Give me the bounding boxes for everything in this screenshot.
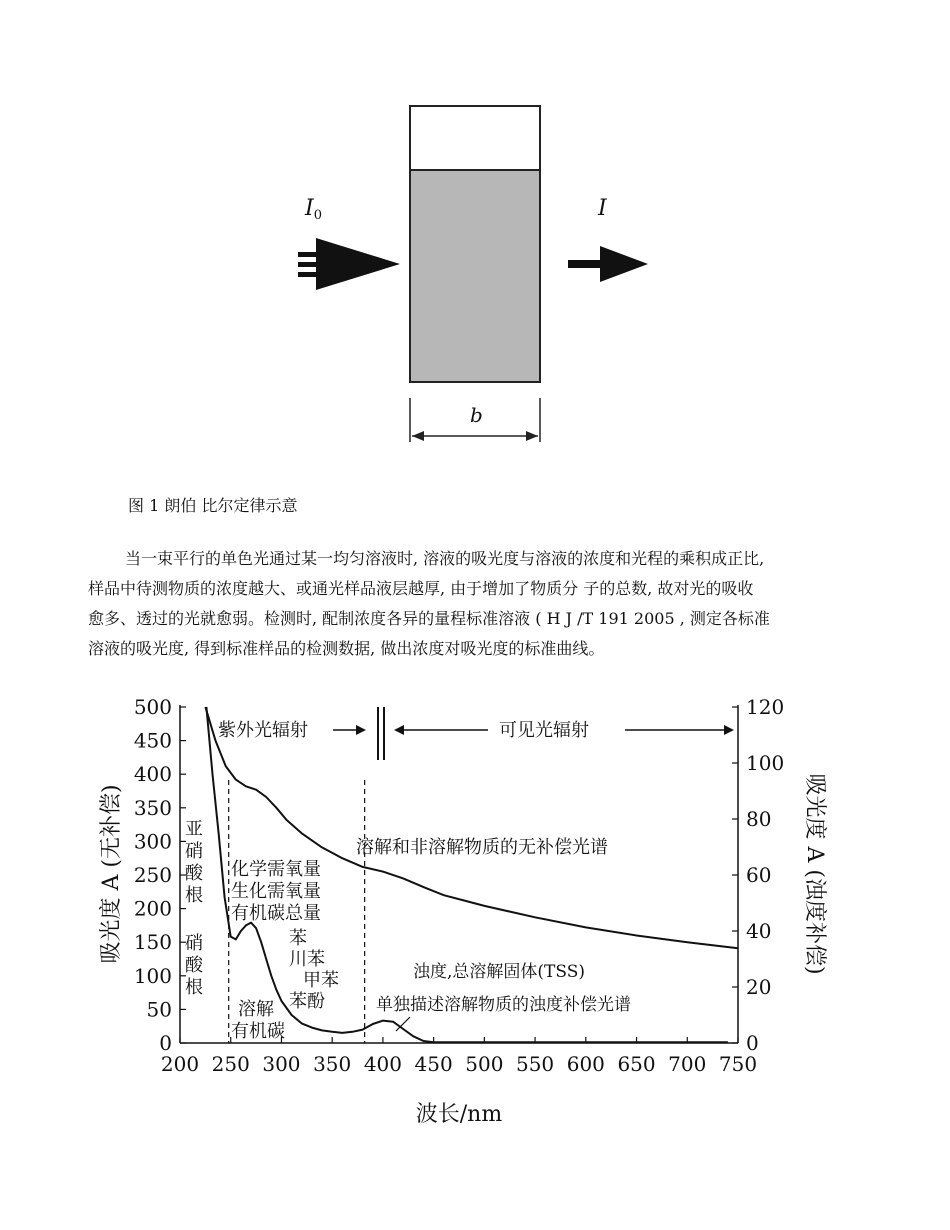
transmitted-intensity-label: I [598,196,607,221]
paragraph-line: 溶液的吸光度, 得到标准样品的检测数据, 做出浓度对吸光度的标准曲线。 [88,639,605,658]
annotation-char: 酸 [185,863,203,884]
x-tick-label: 350 [313,1052,352,1076]
left-y-tick-label: 300 [133,829,172,854]
annotation-char: 硝 [185,841,203,862]
phenol-label: 苯酚 [289,991,325,1012]
uv-arrow-head [356,725,366,735]
toluene-label-b: 甲苯 [303,970,339,991]
uv-region-label: 紫外光辐射 [218,720,308,741]
right-y-tick-label: 20 [746,975,772,999]
left-y-tick-label: 400 [133,762,172,787]
incident-light-arrow [298,238,400,290]
right-y-tick-label: 40 [746,919,772,943]
x-tick-label: 250 [211,1052,250,1076]
right-y-axis-ticks [732,695,784,1055]
annotation-char: 硝 [185,933,203,954]
cod-label: 化学需氧量 [231,859,321,880]
nitrite-annotation [185,819,204,906]
left-y-tick-label: 250 [133,863,172,887]
benzene-label: 苯 [289,928,307,949]
x-tick-label: 550 [515,1052,555,1076]
right-y-tick-label: 0 [746,1031,759,1055]
paragraph-line: 样品中待测物质的浓度越大、或通光样品液层越厚, 由于增加了物质分 子的总数, 故对光的吸收 [88,579,754,598]
toluene-label-a: 川苯 [289,949,325,970]
left-y-axis-ticks [134,695,186,1055]
bod-label: 生化需氧量 [231,881,321,902]
left-y-axis-label: 吸光度 A (无补偿) [99,784,124,964]
x-tick-label: 200 [160,1052,200,1076]
left-y-tick-label: 150 [133,930,172,955]
paragraph-line: 愈多、透过的光就愈弱。检测时, 配制浓度各异的量程标准溶液 ( H J /T 191 2005 , 测定各标准 [88,609,770,628]
right-y-tick-label: 60 [746,863,772,887]
paragraph-line: 当一束平行的单色光通过某一均匀溶液时, 溶液的吸光度与溶液的浓度和光程的乘积成正比, [125,549,765,568]
absorbance-spectrum-chart [0,685,950,1155]
x-tick-label: 400 [363,1052,403,1076]
x-tick-label: 750 [718,1052,758,1076]
visible-region-label: 可见光辐射 [499,720,589,741]
left-y-tick-label: 200 [133,896,172,921]
doc-label-b: 有机碳 [231,1021,285,1042]
right-y-tick-label: 100 [746,751,785,775]
right-y-axis-label: 吸光度 A (浊度补偿) [802,773,827,975]
x-tick-label: 700 [668,1052,707,1076]
right-y-tick-label: 80 [746,807,772,831]
x-tick-label: 300 [262,1052,301,1076]
annotation-char: 根 [185,977,203,998]
left-y-tick-label: 100 [133,963,172,988]
figure-caption: 图 1 朗伯 比尔定律示意 [128,496,298,515]
toc-label: 有机碳总量 [231,903,321,924]
annotation-char: 根 [185,885,203,906]
body-paragraph [88,544,878,664]
left-y-tick-label: 50 [146,997,172,1022]
left-y-tick-label: 450 [133,728,172,753]
left-y-tick-label: 500 [133,695,172,719]
left-y-tick-label: 0 [159,1031,172,1055]
visible-arrow-head-right [724,725,734,735]
nitrate-annotation [185,933,204,998]
annotation-char: 酸 [185,955,203,976]
right-y-tick-label: 120 [746,695,785,719]
doc-label-a: 溶解 [238,999,274,1020]
lambert-beer-diagram [0,0,950,480]
compensated-spectrum-label: 单独描述溶解物质的浊度补偿光谱 [376,995,631,1015]
cuvette-solution [410,170,540,382]
left-y-tick-label: 350 [133,795,172,820]
turbidity-label: 浊度,总溶解固体(TSS) [413,962,586,982]
x-tick-label: 450 [414,1052,453,1076]
x-tick-label: 600 [566,1052,605,1076]
annotation-char: 亚 [185,819,203,840]
transmitted-light-arrow [568,246,648,282]
x-tick-label: 650 [617,1052,656,1076]
x-tick-label: 500 [465,1052,504,1076]
path-length-label: b [470,403,483,427]
incident-intensity-label: I0 [305,196,322,223]
x-axis-label: 波长/nm [415,1102,503,1127]
cuvette-top-empty [410,106,540,170]
uncompensated-spectrum-label: 溶解和非溶解物质的无补偿光谱 [356,837,608,858]
